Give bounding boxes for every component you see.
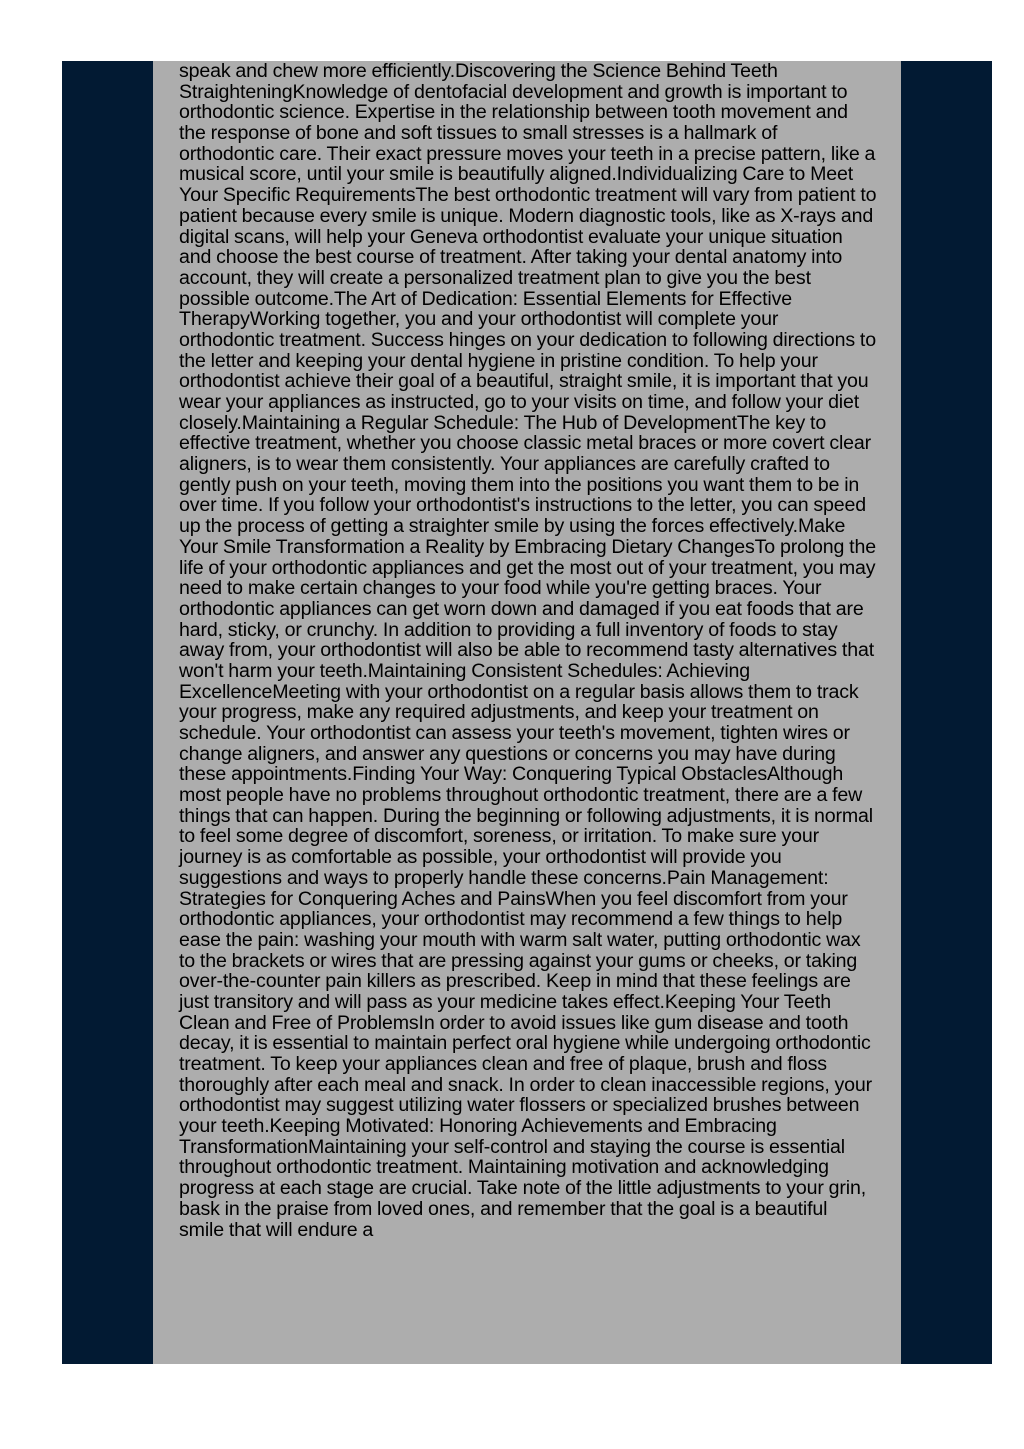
- paragraph: When you feel discomfort from your orthodontic appliances, your orthodontist may recommend a few things to help ease the pain: washing your mouth with warm salt water, putting orthodontic wax to the brackets or wires that are pressing against your gums or cheeks, or taking over-the-counter pain killers as prescribed. Keep in mind that these feelings are just transitory and will pass as your medicine takes effect.: [179, 887, 861, 1013]
- section-heading: Individualizing Care to Meet Your Specific Requirements: [179, 163, 854, 207]
- paragraph-fragment: speak and chew more efficiently.: [179, 61, 456, 82]
- section-heading: Discovering the Science Behind Teeth Straightening: [179, 61, 778, 103]
- text-column[interactable]: [153, 61, 901, 1364]
- section-heading: Keeping Your Teeth Clean and Free of Problems: [179, 990, 831, 1034]
- paragraph: In order to avoid issues like gum disease and tooth decay, it is essential to maintain perfect oral hygiene while undergoing orthodontic treatment. To keep your appliances clean and free of plaque, brush and floss thoroughly after each meal and snack. In order to clean inaccessible regions, your orthodontist may suggest utilizing water flossers or specialized brushes between your teeth.: [179, 1011, 873, 1138]
- paragraph: Maintaining your self-control and staying the course is essential throughout orthodontic treatment. Maintaining motivation and acknowledging progress at each stage are crucial. Take note of the little adjustments to your grin, bask in the praise from loved ones, and remember that the goal is a beautiful smile that will endure a: [179, 1135, 867, 1241]
- section-heading: Make Your Smile Transformation a Reality by Embracing Dietary Changes: [179, 515, 846, 558]
- section-heading: Finding Your Way: Conquering Typical Obstacles: [352, 763, 767, 786]
- paragraph: Working together, you and your orthodontist will complete your orthodontic treatment. Success hinges on your dedication to following directions to the letter and keeping your dental hygiene in pristine condition. To help your orthodontist achieve their goal of a beautiful, straight smile, it is important that you wear your appliances as instructed, go to your visits on time, and follow your diet closely.: [179, 308, 876, 434]
- paragraph: The key to effective treatment, whether you choose classic metal braces or more covert clear aligners, is to wear them consistently. Your appliances are carefully crafted to gently push on your teeth, moving them into the positions you want them to be in over time. If you follow your orthodontist's instructions to the letter, you can speed up the process of getting a straighter smile by using the forces effectively.: [179, 411, 872, 538]
- section-heading: Keeping Motivated: Honoring Achievements and Embracing Transformation: [179, 1115, 777, 1158]
- paragraph: Meeting with your orthodontist on a regular basis allows them to track your progress, make any required adjustments, and keep your treatment on schedule. Your orthodontist can assess your teeth's movement, tighten wires or change aligners, and answer any questions or concerns you may have during these appointments.: [179, 680, 859, 786]
- article-body: [153, 61, 901, 1240]
- paragraph: Knowledge of dentofacial development and growth is important to orthodontic science. Expertise in the relationship between tooth movement and the response of bone and soft tissues to small stresses is a hallmark of orthodontic care. Their exact pressure moves your teeth in a precise pattern, like a musical score, until your smile is beautifully aligned.: [179, 80, 876, 186]
- section-heading: Maintaining a Regular Schedule: The Hub of Development: [241, 411, 737, 434]
- paragraph: To prolong the life of your orthodontic appliances and get the most out of your treatment, you may need to make certain changes to your food while you're getting braces. Your orthodontic appliances can get worn down and damaged if you eat foods that are hard, sticky, or crunchy. In addition to providing a full inventory of foods to stay away from, your orthodontist will also be able to recommend tasty alternatives that won't harm your teeth.: [179, 535, 876, 682]
- section-heading: The Art of Dedication: Essential Elements for Effective Therapy: [179, 287, 792, 331]
- paragraph: The best orthodontic treatment will vary from patient to patient because every smile is unique. Modern diagnostic tools, like as X-rays and digital scans, will help your Geneva orthodontist evaluate your unique situation and choose the best course of treatment. After taking your dental anatomy into account, they will create a personalized treatment plan to give you the best possible outcome.: [179, 184, 877, 310]
- paragraph: Although most people have no problems throughout orthodontic treatment, there are a few things that can happen. During the beginning or following adjustments, it is normal to feel some degree of discomfort, soreness, or irritation. To make sure your journey is as comfortable as possible, your orthodontist will provide you suggestions and ways to properly handle these concerns.: [179, 763, 873, 889]
- section-heading: Pain Management: Strategies for Conquering Aches and Pains: [179, 866, 829, 910]
- section-heading: Maintaining Consistent Schedules: Achieving Excellence: [179, 659, 751, 703]
